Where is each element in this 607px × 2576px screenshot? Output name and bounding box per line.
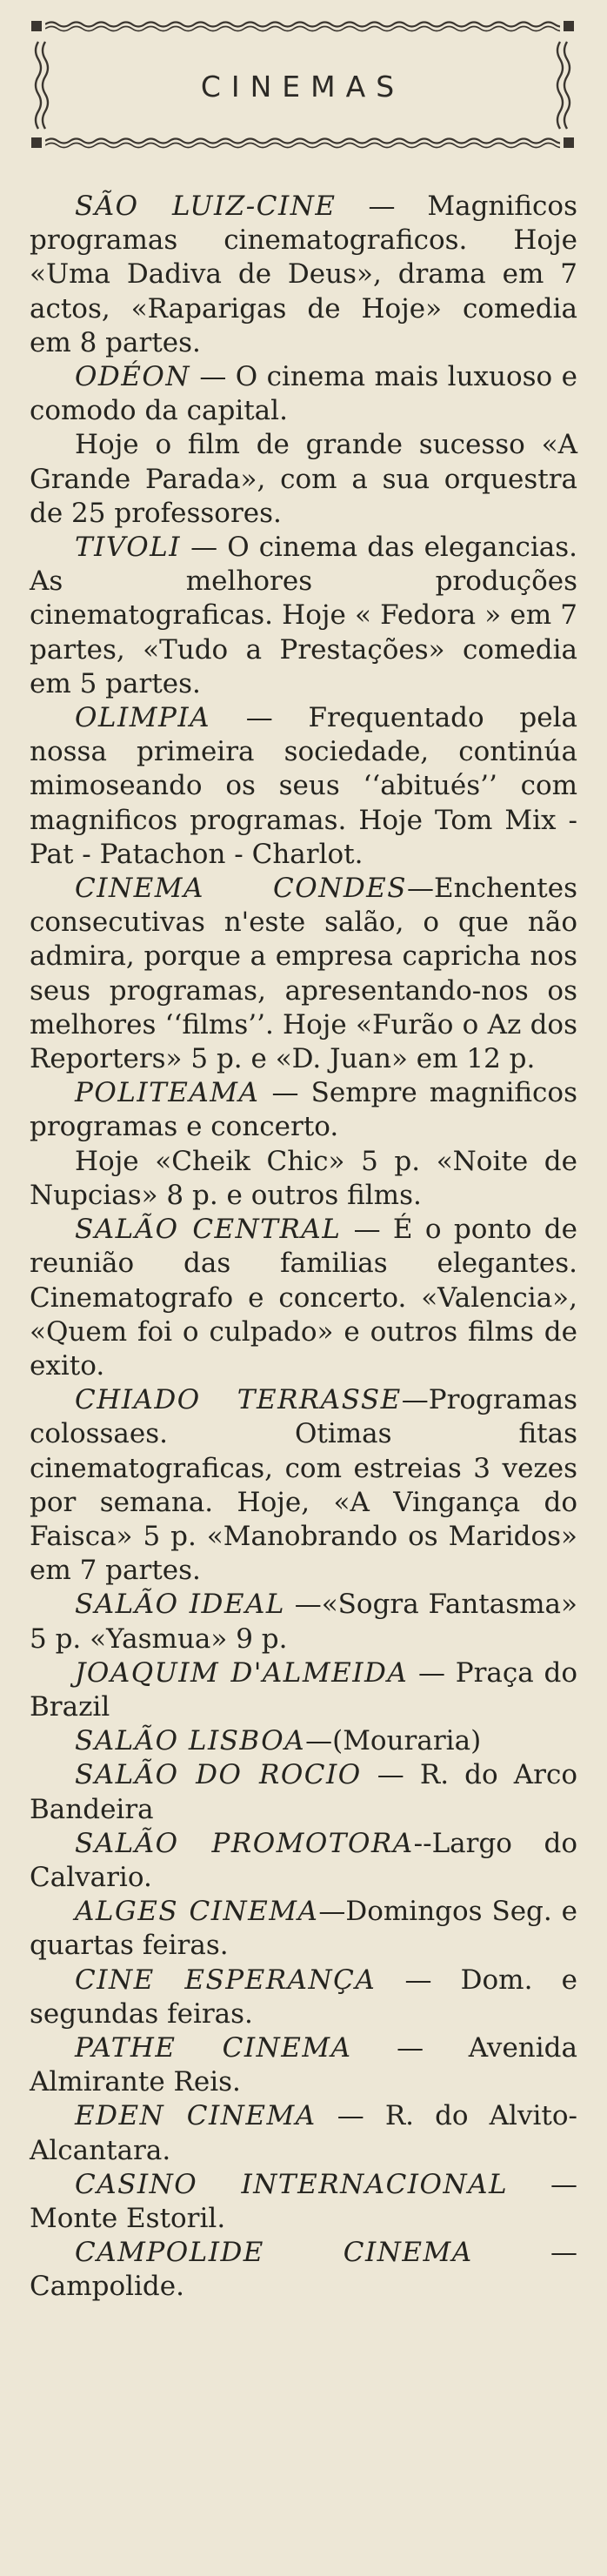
listing-text: —Programas colossaes. Otimas fitas cinematograficas, com estreias 3 vezes por semana. Hoje, «A Vingança do Faisca» 5 p. «Manobrando os Maridos» em 7 partes.	[30, 1384, 577, 1587]
listing-text: — R. do Arco Bandeira	[30, 1759, 578, 1825]
listing-olimpia	[30, 701, 577, 872]
listing-text: Hoje «Cheik Chic» 5 p. «Noite de Nupcias» 8 p. e outros films.	[30, 1145, 577, 1211]
scroll-ornament-icon	[551, 38, 574, 132]
listing-text: — Monte Estoril.	[30, 2168, 577, 2234]
listing-politeama	[30, 1076, 577, 1144]
cinema-name: SALÃO PROMOTORA	[75, 1827, 414, 1859]
listing-text: — Dom. e segundas feiras.	[30, 1964, 577, 2030]
listing-salao-lisboa	[30, 1724, 577, 1758]
cinema-name: TIVOLI	[75, 532, 182, 564]
cinema-name: ODÉON	[75, 361, 190, 393]
listing-text: --Largo do Calvario.	[30, 1827, 577, 1893]
listing-text: Hoje o film de grande sucesso «A Grande Parada», com a sua orquestra de 25 professores.	[30, 429, 577, 529]
listing-cinema-condes	[30, 872, 577, 1076]
listing-odeon-continued	[30, 428, 577, 531]
header-top-rule	[31, 19, 574, 33]
listing-salao-central	[30, 1213, 577, 1383]
listing-text: —«Sogra Fantasma» 5 p. «Yasmua» 9 p.	[30, 1589, 578, 1655]
cinema-name: ALGES CINEMA	[75, 1896, 319, 1928]
cinema-name: CASINO INTERNACIONAL	[75, 2168, 509, 2200]
cinema-name: CHIADO TERRASSE	[75, 1384, 402, 1416]
section-title: CINEMAS	[200, 70, 405, 104]
listing-text: —(Mouraria)	[305, 1725, 482, 1757]
listing-casino-internacional	[30, 2168, 577, 2236]
cinema-name: OLIMPIA	[75, 702, 210, 734]
cinema-name: CINEMA CONDES	[75, 873, 408, 905]
listing-salao-do-rocio	[30, 1758, 577, 1826]
listing-tivoli	[30, 531, 577, 701]
corner-square-icon	[564, 137, 574, 148]
cinema-name: CINE ESPERANÇA	[75, 1964, 377, 1996]
cinema-name: SALÃO IDEAL	[75, 1589, 285, 1621]
listing-text: — O cinema mais luxuoso e comodo da capital.	[30, 361, 577, 427]
cinema-name: JOAQUIM D'ALMEIDA	[75, 1656, 409, 1689]
listing-cine-esperanca	[30, 1964, 577, 2031]
listing-politeama-continued	[30, 1145, 577, 1213]
corner-square-icon	[564, 21, 574, 31]
header-bottom-rule	[31, 136, 574, 150]
wave-ornament-icon	[45, 19, 560, 33]
listing-text: — É o ponto de reunião das familias elegantes. Cinematografo e concerto. «Valencia», «Quem foi o culpado» e outros films de exito.	[30, 1214, 577, 1382]
listing-joaquim-dalmeida	[30, 1656, 577, 1724]
listing-alges-cinema	[30, 1895, 577, 1963]
section-header	[31, 19, 574, 155]
listing-text: —Domingos Seg. e quartas feiras.	[30, 1896, 577, 1962]
listing-text: — Magnificos programas cinematograficos. Hoje «Uma Dadiva de Deus», drama em 7 actos, «Raparigas de Hoje» comedia em 8 partes.	[30, 191, 577, 358]
listing-text: — Avenida Almirante Reis.	[30, 2031, 577, 2098]
listing-text: — Frequentado pela nossa primeira sociedade, continúa mimoseando os seus ‘‘abitués’’ com magnificos programas. Hoje Tom Mix - Pat - Patachon - Charlot.	[30, 702, 577, 870]
cinema-name: EDEN CINEMA	[75, 2100, 317, 2132]
listing-text: — R. do Alvito-Alcantara.	[30, 2100, 577, 2166]
listing-sao-luiz-cine	[30, 190, 577, 360]
cinema-name: CAMPOLIDE CINEMA	[75, 2237, 473, 2269]
cinema-name: SALÃO DO ROCIO	[75, 1759, 362, 1791]
listing-campolide-cinema	[30, 2236, 577, 2304]
corner-square-icon	[31, 137, 42, 148]
listing-chiado-terrasse	[30, 1383, 577, 1588]
cinema-name: SALÃO LISBOA	[75, 1725, 306, 1757]
listing-text: — O cinema das elegancias. As melhores produções cinematograficas. Hoje « Fedora » em 7 partes, «Tudo a Prestações» comedia em 5 partes.	[30, 532, 577, 699]
corner-square-icon	[31, 21, 42, 31]
listing-text: — Sempre magnificos programas e concerto.	[30, 1077, 577, 1143]
listing-salao-promotora	[30, 1827, 577, 1895]
listing-salao-ideal	[30, 1588, 577, 1656]
listing-odeon	[30, 360, 577, 428]
header-right-scroll-ornament	[551, 38, 574, 132]
wave-ornament-icon	[45, 136, 560, 150]
listing-pathe-cinema	[30, 2031, 577, 2099]
listing-text: — Praça do Brazil	[30, 1656, 577, 1723]
listing-eden-cinema	[30, 2099, 577, 2167]
cinema-listings	[30, 190, 577, 2305]
cinema-name: POLITEAMA	[75, 1077, 260, 1109]
listing-text: — Campolide.	[30, 2237, 577, 2303]
cinema-name: PATHE CINEMA	[75, 2031, 352, 2064]
cinema-name: SÃO LUIZ-CINE	[75, 191, 337, 222]
cinema-name: SALÃO CENTRAL	[75, 1214, 342, 1246]
listing-text: —Enchentes consecutivas n'este salão, o que não admira, porque a empresa capricha nos seus programas, apresentando-nos os melhores ‘‘films’’. Hoje «Furão o Az dos Reporters» 5 p. e «D. Juan» em 12 p.	[30, 873, 577, 1075]
